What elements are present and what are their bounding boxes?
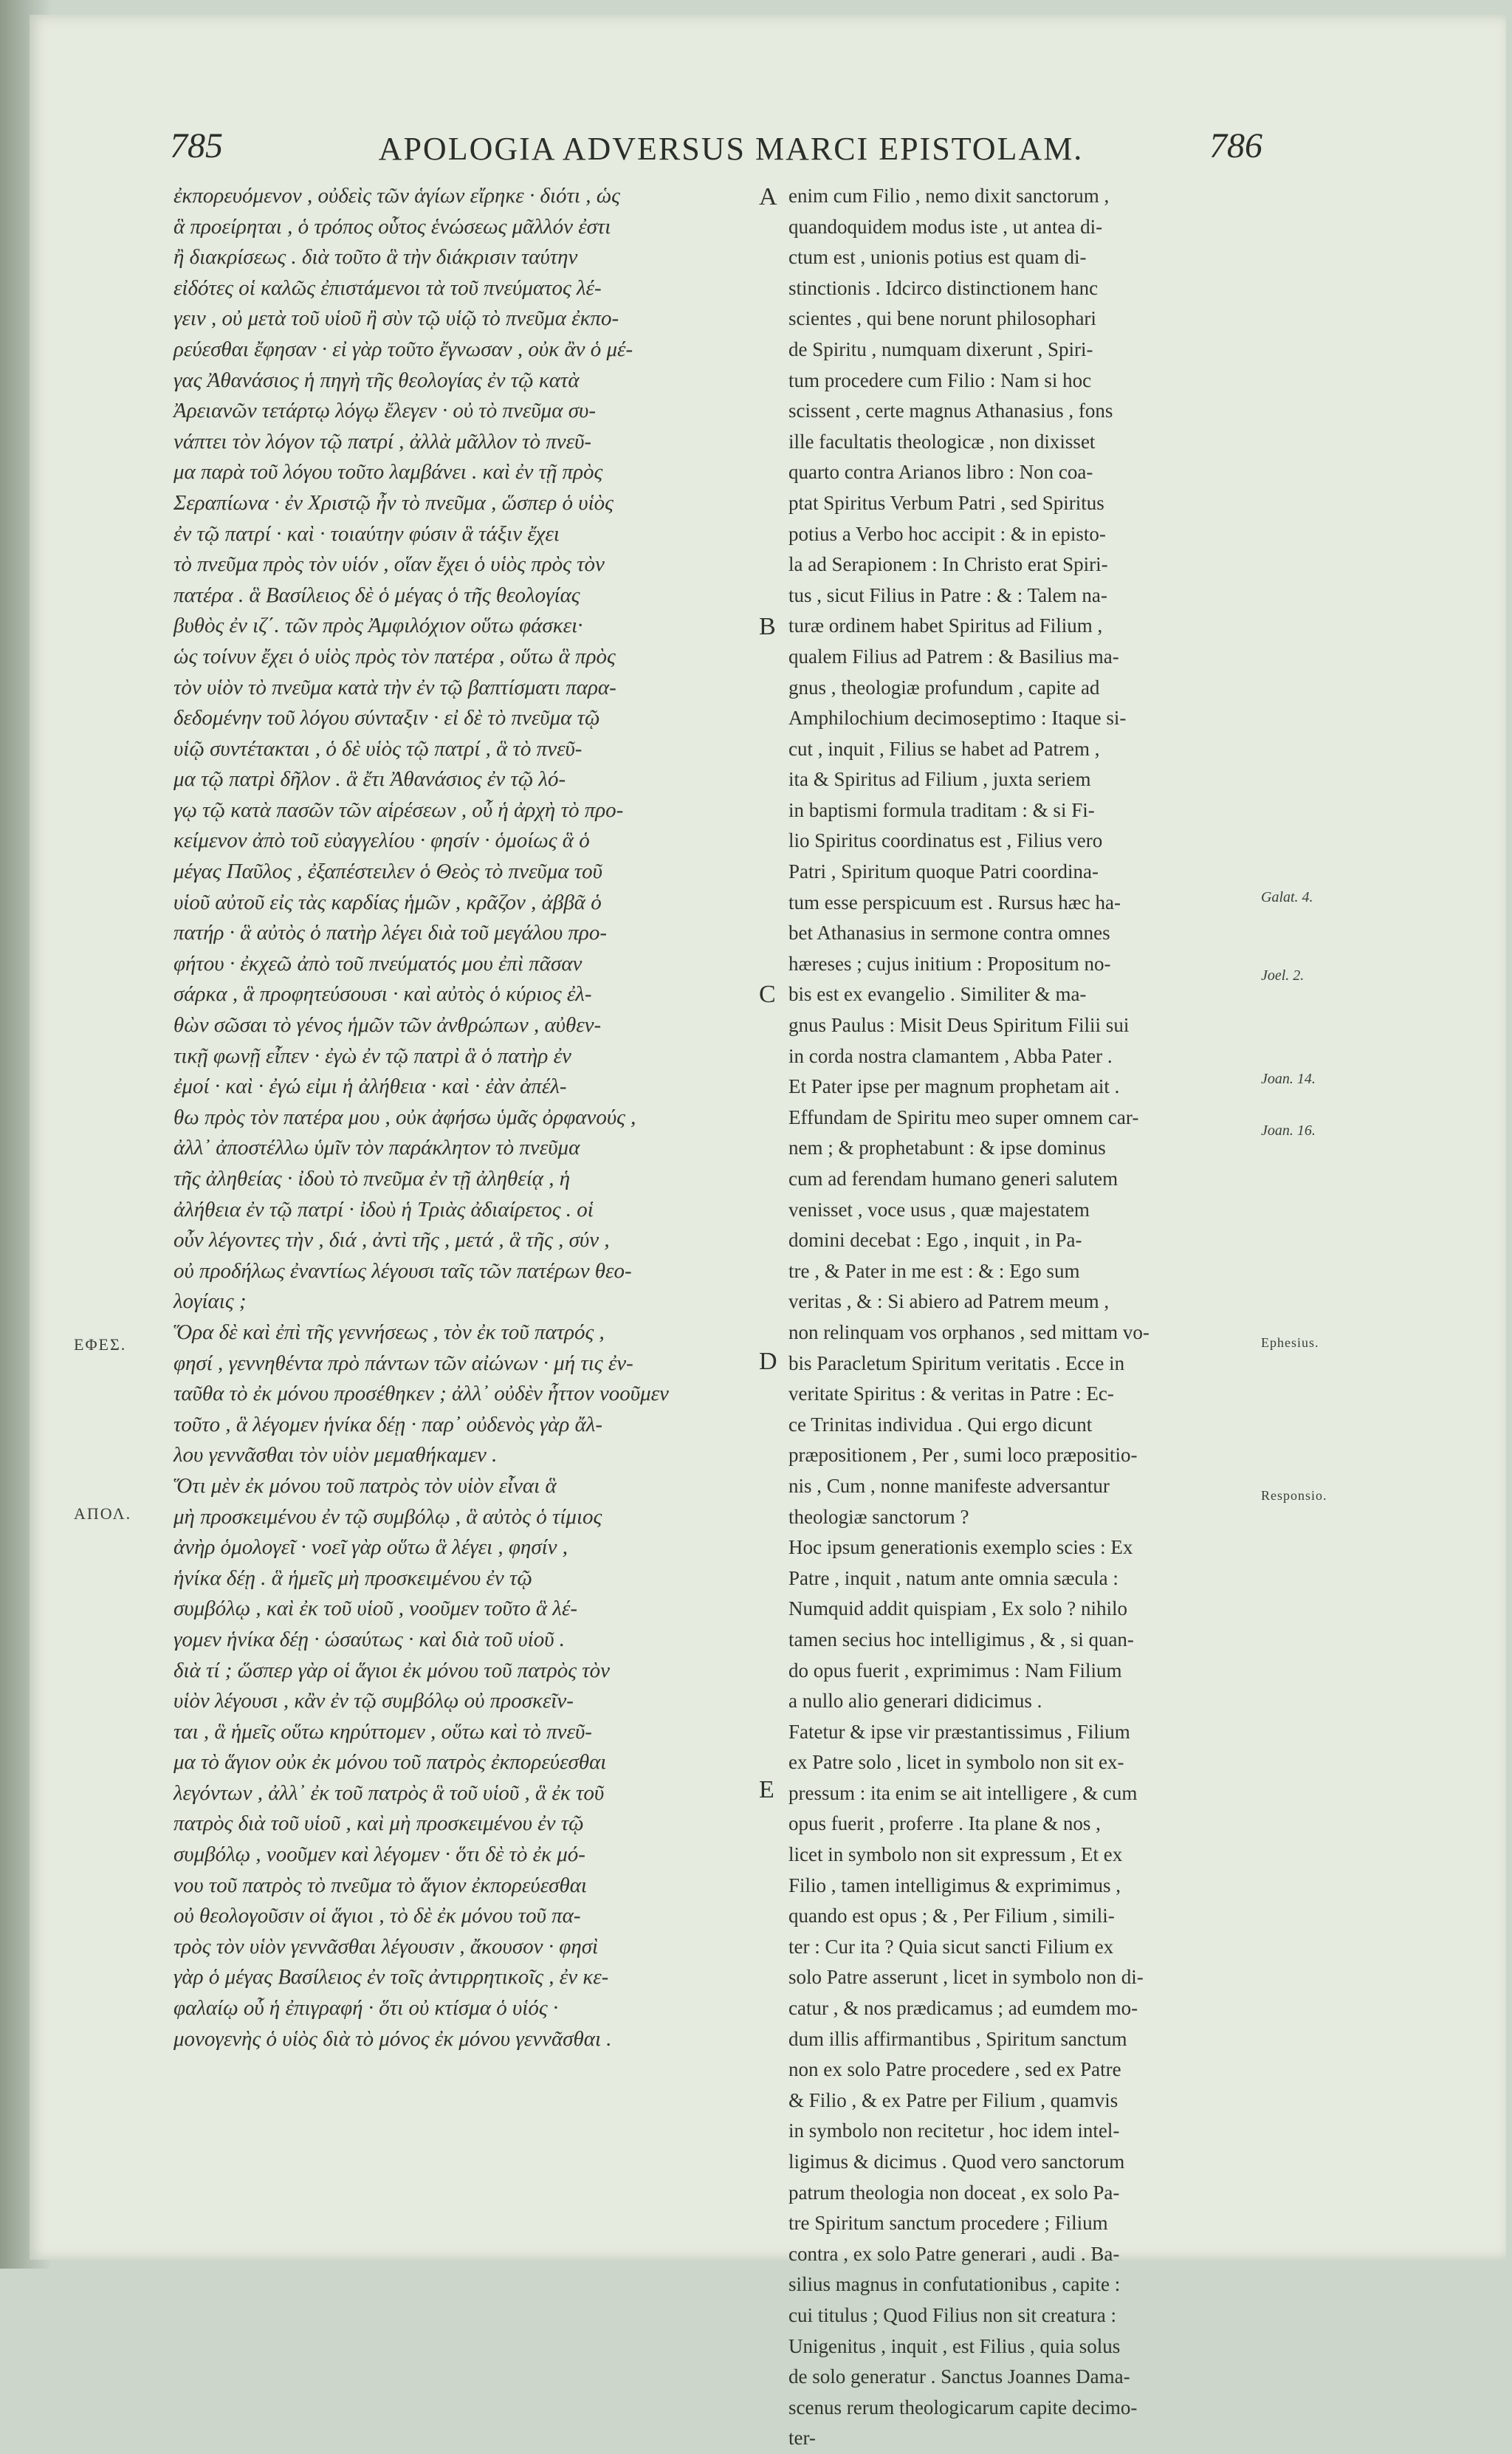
greek-text-line: τὸ πνεῦμα πρὸς τὸν υἱόν , οἵαν ἔχει ὁ υἱὸς πρὸς τὸν <box>173 552 605 577</box>
latin-text-line: tum procedere cum Filio : Nam si hoc <box>788 369 1092 391</box>
latin-text-line: Filio , tamen intelligimus & exprimimus , <box>788 1874 1121 1896</box>
greek-text-line: τρὸς τὸν υἱὸν γεννᾶσθαι λέγουσιν , ἄκουσον · φησὶ <box>173 1934 599 1958</box>
latin-text-line: tre , & Pater in me est : & : Ego sum <box>788 1259 1080 1282</box>
margin-note-joel: Joel. 2. <box>1261 967 1305 984</box>
latin-text-line: pressum : ita enim se ait intelligere , & cum <box>788 1781 1138 1804</box>
greek-text-line: ὡς τοίνυν ἔχει ὁ υἱὸς πρὸς τὸν πατέρα , οὕτω ἃ πρὸς <box>173 644 616 668</box>
margin-note-ephes: ΕΦΕΣ. <box>74 1335 127 1354</box>
latin-text-line: Numquid addit quispiam , Ex solo ? nihilo <box>788 1597 1127 1620</box>
greek-text-line: Ἀρειανῶν τετάρτῳ λόγῳ ἔλεγεν · οὐ τὸ πνεῦμα συ- <box>173 399 596 423</box>
greek-text-line: νάπτει τὸν λόγον τῷ πατρί , ἀλλὰ μᾶλλον τὸ πνεῦ- <box>173 429 592 453</box>
latin-text-line: in corda nostra clamantem , Abba Pater . <box>788 1044 1113 1067</box>
latin-text-line: Fatetur & ipse vir præstantissimus , Filium <box>788 1720 1130 1743</box>
latin-text-line: la ad Serapionem : In Christo erat Spiri- <box>788 553 1108 576</box>
greek-text-line: ἃ προείρηται , ὁ τρόπος οὗτος ἑνώσεως μᾶλλόν ἐστι <box>173 214 611 239</box>
latin-text-line: veritas , & : Si abiero ad Patrem meum , <box>788 1290 1110 1313</box>
section-letter-d: D <box>759 1348 777 1375</box>
greek-text-line: μέγας Παῦλος , ἐξαπέστειλεν ὁ Θεὸς τὸ πνεῦμα τοῦ <box>173 860 602 884</box>
latin-text-line: non ex solo Patre procedere , sed ex Patre <box>788 2058 1121 2081</box>
latin-text-line: Amphilochium decimoseptimo : Itaque si- <box>788 707 1127 730</box>
latin-text-line: tus , sicut Filius in Patre : & : Talem na- <box>788 583 1107 606</box>
greek-text-line: τικῇ φωνῇ εἶπεν · ἐγὼ ἐν τῷ πατρὶ ἃ ὁ πατὴρ ἐν <box>173 1043 571 1068</box>
latin-text-line: dum illis affirmantibus , Spiritum sanctum <box>788 2027 1127 2050</box>
greek-text-line: τῆς ἀληθείας · ἰδοὺ τὸ πνεῦμα ἐν τῇ ἀληθείᾳ , ἡ <box>173 1167 571 1190</box>
latin-text-line: ptat Spiritus Verbum Patri , sed Spiritus <box>788 491 1104 514</box>
greek-text-line: θω πρὸς τὸν πατέρα μου , οὐκ ἀφήσω ὑμᾶς ὀρφανούς , <box>173 1105 636 1129</box>
greek-text-line: λου γεννᾶσθαι τὸν υἱὸν μεμαθήκαμεν . <box>173 1443 498 1467</box>
latin-text-line: in symbolo non recitetur , hoc idem intel- <box>788 2119 1120 2142</box>
greek-text-line: τὸν υἱὸν τὸ πνεῦμα κατὰ τὴν ἐν τῷ βαπτίσματι παρα- <box>173 675 616 699</box>
latin-text-line: quarto contra Arianos libro : Non coa- <box>788 461 1093 484</box>
latin-text-line: in baptismi formula traditam : & si Fi- <box>788 798 1095 821</box>
latin-text-line: do opus fuerit , exprimimus : Nam Filium <box>788 1659 1122 1682</box>
latin-text-line: Hoc ipsum generationis exemplo scies : Ex <box>788 1536 1133 1559</box>
latin-text-line: quandoquidem modus iste , ut antea di- <box>788 215 1103 238</box>
greek-text-line: γὰρ ὁ μέγας Βασίλειος ἐν τοῖς ἀντιρρητικοῖς , ἐν κε- <box>173 1965 609 1989</box>
greek-text-line: ἐν τῷ πατρί · καὶ · τοιαύτην φύσιν ἃ τάξιν ἔχει <box>173 521 560 546</box>
margin-note-responsio: Responsio. <box>1261 1488 1327 1503</box>
latin-text-line: cum ad ferendam humano generi salutem <box>788 1168 1118 1190</box>
greek-text-line: ἀνὴρ ὁμολογεῖ · νοεῖ γὰρ οὕτω ἃ λέγει , φησίν , <box>173 1535 568 1560</box>
section-letter-b: B <box>759 613 776 640</box>
greek-text-line: φησί , γεννηθέντα πρὸ πάντων τῶν αἰώνων · μή τις ἐν- <box>173 1351 633 1375</box>
greek-text-line: οὐ θεολογοῦσιν οἱ ἅγιοι , τὸ δὲ ἐκ μόνου τοῦ πα- <box>173 1904 581 1928</box>
margin-note-ephesius: Ephesius. <box>1261 1335 1319 1350</box>
greek-text-line: γομεν ἡνίκα δέῃ · ὡσαύτως · καὶ διὰ τοῦ υἱοῦ . <box>173 1627 566 1651</box>
latin-text-line: potius a Verbo hoc accipit : & in episto- <box>788 522 1106 545</box>
latin-text-line: quando est opus ; & , Per Filium , simili- <box>788 1905 1115 1927</box>
greek-text-line: οὖν λέγοντες τὴν , διά , ἀντὶ τῆς , μετά , ἃ τῆς , σύν , <box>173 1228 610 1252</box>
greek-text-line: μα τῷ πατρὶ δῆλον . ἃ ἔτι Ἀθανάσιος ἐν τῷ λό- <box>173 767 566 792</box>
latin-text-line: ex Patre solo , licet in symbolo non sit ex- <box>788 1751 1124 1774</box>
latin-text-line: gnus Paulus : Misit Deus Spiritum Filii sui <box>788 1014 1130 1037</box>
margin-note-joan-16: Joan. 16. <box>1261 1123 1316 1139</box>
latin-text-line: cui titulus ; Quod Filius non sit creatura : <box>788 2303 1116 2326</box>
page-number-left: 785 <box>170 126 223 165</box>
greek-text-line: πατέρα . ἃ Βασίλειος δὲ ὁ μέγας ὁ τῆς θεολογίας <box>173 583 580 607</box>
section-letter-a: A <box>759 183 777 210</box>
latin-text-line: ille facultatis theologicæ , non dixisset <box>788 430 1096 453</box>
greek-text-line: γειν , οὐ μετὰ τοῦ υἱοῦ ἢ σὺν τῷ υἱῷ τὸ πνεῦμα ἐκπο- <box>173 306 619 331</box>
greek-text-line: συμβόλῳ , καὶ ἐκ τοῦ υἱοῦ , νοοῦμεν τοῦτο ἃ λέ- <box>173 1597 578 1621</box>
latin-text-line: Effundam de Spiritu meo super omnem car- <box>788 1106 1139 1128</box>
greek-text-line: ται , ἃ ἡμεῖς οὕτω κηρύττομεν , οὕτω καὶ τὸ πνεῦ- <box>173 1719 592 1744</box>
latin-text-line: nis , Cum , nonne manifeste adversantur <box>788 1474 1110 1497</box>
latin-text-line: scissent , certe magnus Athanasius , fons <box>788 400 1113 422</box>
greek-text-line: τοῦτο , ἃ λέγομεν ἡνίκα δέῃ · παρ᾿ οὐδενὸς γὰρ ἄλ- <box>173 1412 603 1436</box>
greek-text-line: δεδομένην τοῦ λόγου σύνταξιν · εἰ δὲ τὸ πνεῦμα τῷ <box>173 706 600 730</box>
greek-text-line: θὼν σῶσαι τὸ γένος ἡμῶν τῶν ἀνθρώπων , αὐθεν- <box>173 1013 602 1038</box>
greek-text-line: ἀλλ᾿ ἀποστέλλω ὑμῖν τὸν παράκλητον τὸ πνεῦμα <box>173 1136 580 1160</box>
greek-text-line: ἐμοί · καὶ · ἐγώ εἰμι ἡ ἀλήθεια · καὶ · ἐὰν ἀπέλ- <box>173 1075 567 1099</box>
greek-text-line: λογίαις ; <box>173 1289 247 1314</box>
latin-text-line: præpositionem , Per , sumi loco præpositio- <box>788 1444 1138 1467</box>
latin-text-line: Patre , inquit , natum ante omnia sæcula : <box>788 1566 1118 1589</box>
latin-text-line: enim cum Filio , nemo dixit sanctorum , <box>788 185 1110 207</box>
greek-text-line: μονογενὴς ὁ υἱὸς διὰ τὸ μόνος ἐκ μόνου γεννᾶσθαι . <box>173 2026 612 2051</box>
greek-text-line: μα τὸ ἅγιον οὐκ ἐκ μόνου τοῦ πατρὸς ἐκπορεύεσθαι <box>173 1750 607 1775</box>
greek-text-line: οὐ προδήλως ἐναντίως λέγουσι ταῖς τῶν πατέρων θεο- <box>173 1258 632 1283</box>
section-letter-c: C <box>759 981 776 1008</box>
latin-text-line: bet Athanasius in sermone contra omnes <box>788 922 1110 945</box>
greek-text-line: κείμενον ἀπὸ τοῦ εὐαγγελίου · φησίν · ὁμοίως ἃ ὁ <box>173 829 590 853</box>
latin-text-line: nem ; & prophetabunt : & ipse dominus <box>788 1137 1106 1159</box>
greek-text-line: ρεύεσθαι ἔφησαν · εἰ γὰρ τοῦτο ἔγνωσαν , οὐκ ἂν ὁ μέ- <box>173 337 633 361</box>
greek-text-line: διὰ τί ; ὥσπερ γὰρ οἱ ἅγιοι ἐκ μόνου τοῦ πατρὸς τὸν <box>173 1658 610 1682</box>
latin-text-line: Et Pater ipse per magnum prophetam ait . <box>788 1075 1120 1098</box>
greek-text-line: Ὅρα δὲ καὶ ἐπὶ τῆς γεννήσεως , τὸν ἐκ τοῦ πατρός , <box>173 1320 605 1344</box>
greek-text-line: ἡνίκα δέῃ . ἃ ἡμεῖς μὴ προσκειμένου ἐν τῷ <box>173 1566 532 1590</box>
latin-text-line: lio Spiritus coordinatus est , Filius vero <box>788 829 1103 852</box>
greek-text-line: εἰδότες οἱ καλῶς ἐπιστάμενοι τὰ τοῦ πνεύματος λέ- <box>173 275 602 300</box>
latin-text-line: & Filio , & ex Patre per Filium , quamvis <box>788 2088 1118 2111</box>
running-title: APOLOGIA ADVERSUS MARCI EPISTOLAM. <box>378 131 1084 167</box>
greek-text-line: Ὅτι μὲν ἐκ μόνου τοῦ πατρὸς τὸν υἱὸν εἶναι ἃ <box>173 1473 557 1498</box>
margin-note-galat: Galat. 4. <box>1261 889 1313 905</box>
latin-text-line: tamen secius hoc intelligimus , & , si quan- <box>788 1628 1134 1651</box>
margin-note-apol: ΑΠΟΛ. <box>74 1504 132 1523</box>
latin-text-line: ctum est , unionis potius est quam di- <box>788 246 1087 269</box>
greek-text-line: πατρὸς διὰ τοῦ υἱοῦ , καὶ μὴ προσκειμένου ἐν τῷ <box>173 1812 584 1836</box>
greek-text-line: σάρκα , ἃ προφητεύσουσι · καὶ αὐτὸς ὁ κύριος ἐλ- <box>173 982 592 1007</box>
page-number-right: 786 <box>1209 126 1262 165</box>
greek-text-line: υἱοῦ αὐτοῦ εἰς τὰς καρδίας ἡμῶν , κρᾶζον , ἀββᾶ ὁ <box>173 890 602 914</box>
greek-text-line: συμβόλῳ , νοοῦμεν καὶ λέγομεν · ὅτι δὲ τὸ ἐκ μό- <box>173 1843 585 1867</box>
greek-text-line: μὴ προσκειμένου ἐν τῷ συμβόλῳ , ἃ αὐτὸς ὁ τίμιος <box>173 1504 602 1529</box>
latin-text-line: turæ ordinem habet Spiritus ad Filium , <box>788 614 1103 637</box>
latin-text-line: bis est ex evangelio . Similiter & ma- <box>788 983 1087 1006</box>
page-header <box>170 126 1262 177</box>
latin-text-line: tum esse perspicuum est . Rursus hæc ha- <box>788 891 1121 914</box>
latin-text-line: hæreses ; cujus initium : Propositum no- <box>788 952 1111 975</box>
section-letter-e: E <box>759 1776 774 1803</box>
latin-text-line: contra , ex solo Patre generari , audi . Ba- <box>788 2242 1120 2265</box>
greek-text-line: υἱὸν λέγουσι , κἂν ἐν τῷ συμβόλῳ οὐ προσκεῖν- <box>173 1689 574 1713</box>
latin-text-line: venisset , voce usus , quæ majestatem <box>788 1198 1090 1221</box>
latin-text-line: tre Spiritum sanctum procedere ; Filium <box>788 2212 1108 2235</box>
latin-text-line: scenus rerum theologicarum capite decimo- <box>788 2396 1138 2419</box>
latin-text-line: veritate Spiritus : & veritas in Patre : Ec- <box>788 1382 1114 1405</box>
greek-text-line: ἀλήθεια ἐν τῷ πατρί · ἰδοὺ ἡ Τριὰς ἀδιαίρετος . οἱ <box>173 1197 594 1221</box>
greek-text-line: ἢ διακρίσεως . διὰ τοῦτο ἃ τὴν διάκρισιν ταύτην <box>173 245 578 270</box>
latin-text-line: Unigenitus , inquit , est Filius , quia solus <box>788 2334 1121 2357</box>
greek-text-line: φαλαίῳ οὗ ἡ ἐπιγραφή · ὅτι οὐ κτίσμα ὁ υἱός · <box>173 1996 559 2021</box>
latin-text-line: stinctionis . Idcirco distinctionem hanc <box>788 276 1099 299</box>
greek-text-line: υἱῷ συντέτακται , ὁ δὲ υἱὸς τῷ πατρί , ἃ τὸ πνεῦ- <box>173 736 583 761</box>
latin-text-line: ce Trinitas individua . Qui ergo dicunt <box>788 1413 1093 1436</box>
greek-text-line: λεγόντων , ἀλλ᾿ ἐκ τοῦ πατρὸς ἃ τοῦ υἱοῦ , ἃ ἐκ τοῦ <box>173 1780 605 1805</box>
latin-text-line: opus fuerit , proferre . Ita plane & nos , <box>788 1812 1101 1835</box>
greek-text-line: γῳ τῷ κατὰ πασῶν τῶν αἱρέσεων , οὗ ἡ ἀρχὴ τὸ προ- <box>173 798 624 822</box>
latin-text-line: non relinquam vos orphanos , sed mittam vo- <box>788 1320 1150 1343</box>
greek-text-line: ἐκπορευόμενον , οὐδεὶς τῶν ἁγίων εἴρηκε · διότι , ὡς <box>173 184 620 208</box>
latin-text-line: ter- <box>788 2427 816 2450</box>
greek-column <box>173 181 749 2054</box>
latin-text-line: solo Patre asserunt , licet in symbolo non di- <box>788 1966 1144 1989</box>
latin-column <box>788 181 1246 2454</box>
latin-text-line: a nullo alio generari didicimus . <box>788 1690 1042 1713</box>
latin-text-line: ita & Spiritus ad Filium , juxta seriem <box>788 768 1091 791</box>
latin-text-line: patrum theologia non doceat , ex solo Pa- <box>788 2181 1120 2204</box>
greek-text-line: βυθὸς ἐν ιζ΄. τῶν πρὸς Ἀμφιλόχιον οὕτω φάσκει· <box>173 614 583 638</box>
latin-text-line: gnus , theologiæ profundum , capite ad <box>788 676 1100 699</box>
latin-text-line: catur , & nos prædicamus ; ad eumdem mo- <box>788 1997 1138 2020</box>
latin-text-line: ligimus & dicimus . Quod vero sanctorum <box>788 2150 1125 2173</box>
latin-text-line: domini decebat : Ego , inquit , in Pa- <box>788 1229 1082 1252</box>
latin-text-line: silius magnus in confutationibus , capite : <box>788 2273 1121 2296</box>
latin-text-line: qualem Filius ad Patrem : & Basilius ma- <box>788 645 1119 668</box>
latin-text-line: scientes , qui bene norunt philosophari <box>788 307 1096 330</box>
margin-note-joan-14: Joan. 14. <box>1261 1071 1316 1087</box>
latin-text-line: ter : Cur ita ? Quia sicut sancti Filium ex <box>788 1935 1114 1958</box>
greek-text-line: ταῦθα τὸ ἐκ μόνου προσέθηκεν ; ἀλλ᾿ οὐδὲν ἧττον νοοῦμεν <box>173 1382 669 1406</box>
greek-text-line: Σεραπίωνα · ἐν Χριστῷ ἦν τὸ πνεῦμα , ὥσπερ ὁ υἱὸς <box>173 490 614 515</box>
latin-text-line: de solo generatur . Sanctus Joannes Dama- <box>788 2365 1130 2388</box>
greek-text-line: γας Ἀθανάσιος ἡ πηγὴ τῆς θεολογίας ἐν τῷ κατὰ <box>173 368 580 392</box>
latin-text-line: Patri , Spiritum quoque Patri coordina- <box>788 860 1099 883</box>
latin-text-line: cut , inquit , Filius se habet ad Patrem , <box>788 737 1100 760</box>
greek-text-line: πατήρ · ἃ αὐτὸς ὁ πατὴρ λέγει διὰ τοῦ μεγάλου προ- <box>173 921 607 945</box>
latin-text-line: bis Paracletum Spiritum veritatis . Ecce in <box>788 1351 1125 1374</box>
greek-text-line: φήτου · ἐκχεῶ ἀπὸ τοῦ πνεύματός μου ἐπὶ πᾶσαν <box>173 951 583 976</box>
latin-text-line: theologiæ sanctorum ? <box>788 1505 969 1528</box>
greek-text-line: μα παρὰ τοῦ λόγου τοῦτο λαμβάνει . καὶ ἐν τῇ πρὸς <box>173 460 603 484</box>
latin-text-line: licet in symbolo non sit expressum , Et ex <box>788 1843 1123 1866</box>
latin-text-line: de Spiritu , numquam dixerunt , Spiri- <box>788 337 1093 360</box>
greek-text-line: νου τοῦ πατρὸς τὸ πνεῦμα τὸ ἅγιον ἐκπορεύεσθαι <box>173 1873 587 1897</box>
